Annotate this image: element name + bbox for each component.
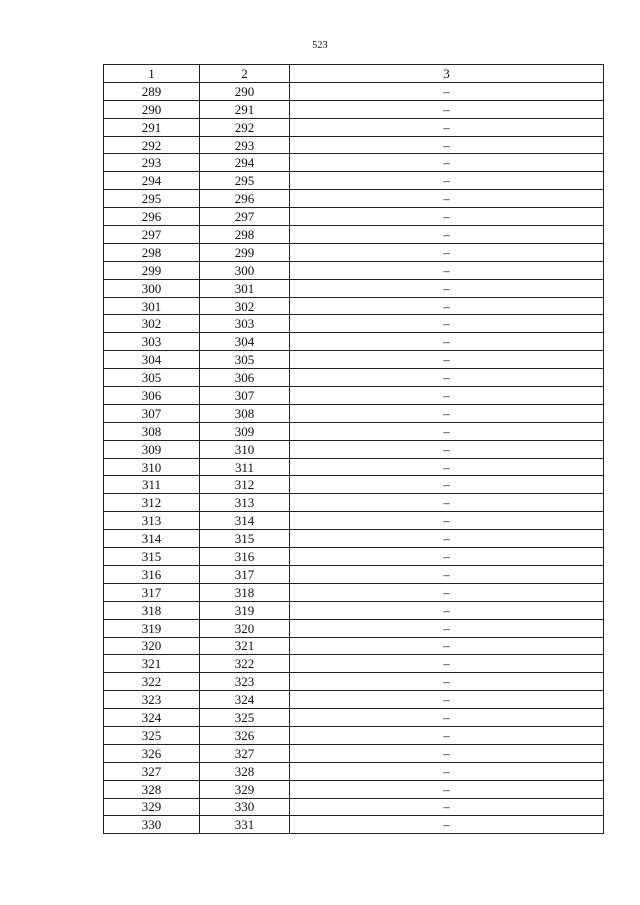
cell-col-3: – bbox=[290, 226, 604, 244]
table-row bbox=[104, 762, 604, 780]
cell-col-2: 312 bbox=[200, 476, 290, 494]
cell-col-1: 304 bbox=[104, 351, 200, 369]
cell-col-2: 302 bbox=[200, 297, 290, 315]
cell-col-2: 309 bbox=[200, 422, 290, 440]
cell-col-1: 308 bbox=[104, 422, 200, 440]
cell-col-1: 300 bbox=[104, 279, 200, 297]
cell-col-3: – bbox=[290, 798, 604, 816]
cell-col-2: 327 bbox=[200, 744, 290, 762]
cell-col-3: – bbox=[290, 709, 604, 727]
cell-col-2: 328 bbox=[200, 762, 290, 780]
table-row bbox=[104, 619, 604, 637]
cell-col-1: 299 bbox=[104, 261, 200, 279]
cell-col-1: 323 bbox=[104, 691, 200, 709]
cell-col-1: 324 bbox=[104, 709, 200, 727]
table-row bbox=[104, 333, 604, 351]
cell-col-3: – bbox=[290, 387, 604, 405]
table-header bbox=[104, 65, 604, 83]
table-row bbox=[104, 243, 604, 261]
cell-col-1: 305 bbox=[104, 369, 200, 387]
cell-col-3: – bbox=[290, 565, 604, 583]
cell-col-2: 310 bbox=[200, 440, 290, 458]
cell-col-2: 298 bbox=[200, 226, 290, 244]
table-row bbox=[104, 691, 604, 709]
cell-col-2: 321 bbox=[200, 637, 290, 655]
cell-col-1: 296 bbox=[104, 208, 200, 226]
cell-col-3: – bbox=[290, 512, 604, 530]
cell-col-3: – bbox=[290, 780, 604, 798]
cell-col-1: 316 bbox=[104, 565, 200, 583]
table-row bbox=[104, 780, 604, 798]
cell-col-2: 326 bbox=[200, 726, 290, 744]
table-row bbox=[104, 208, 604, 226]
cell-col-3: – bbox=[290, 279, 604, 297]
cell-col-2: 303 bbox=[200, 315, 290, 333]
table-row bbox=[104, 422, 604, 440]
cell-col-2: 299 bbox=[200, 243, 290, 261]
cell-col-3: – bbox=[290, 601, 604, 619]
table-row bbox=[104, 637, 604, 655]
column-header-2: 2 bbox=[200, 65, 290, 83]
cell-col-2: 311 bbox=[200, 458, 290, 476]
cell-col-2: 290 bbox=[200, 82, 290, 100]
cell-col-2: 331 bbox=[200, 816, 290, 834]
table-row bbox=[104, 726, 604, 744]
cell-col-1: 317 bbox=[104, 583, 200, 601]
table-row bbox=[104, 404, 604, 422]
cell-col-1: 327 bbox=[104, 762, 200, 780]
cell-col-2: 293 bbox=[200, 136, 290, 154]
cell-col-1: 310 bbox=[104, 458, 200, 476]
cell-col-3: – bbox=[290, 172, 604, 190]
cell-col-3: – bbox=[290, 726, 604, 744]
table-row bbox=[104, 440, 604, 458]
table-row bbox=[104, 369, 604, 387]
table-row bbox=[104, 744, 604, 762]
table-row bbox=[104, 548, 604, 566]
cell-col-3: – bbox=[290, 440, 604, 458]
table-row bbox=[104, 530, 604, 548]
cell-col-2: 295 bbox=[200, 172, 290, 190]
cell-col-3: – bbox=[290, 673, 604, 691]
cell-col-1: 306 bbox=[104, 387, 200, 405]
cell-col-3: – bbox=[290, 315, 604, 333]
cell-col-3: – bbox=[290, 619, 604, 637]
cell-col-3: – bbox=[290, 208, 604, 226]
column-header-3: 3 bbox=[290, 65, 604, 83]
cell-col-1: 325 bbox=[104, 726, 200, 744]
cell-col-2: 292 bbox=[200, 118, 290, 136]
cell-col-2: 329 bbox=[200, 780, 290, 798]
cell-col-3: – bbox=[290, 333, 604, 351]
cell-col-1: 303 bbox=[104, 333, 200, 351]
cell-col-1: 301 bbox=[104, 297, 200, 315]
cell-col-2: 325 bbox=[200, 709, 290, 727]
cell-col-3: – bbox=[290, 476, 604, 494]
cell-col-1: 318 bbox=[104, 601, 200, 619]
cell-col-3: – bbox=[290, 458, 604, 476]
cell-col-1: 290 bbox=[104, 100, 200, 118]
table-row bbox=[104, 458, 604, 476]
cell-col-3: – bbox=[290, 422, 604, 440]
data-table bbox=[103, 64, 604, 834]
cell-col-1: 289 bbox=[104, 82, 200, 100]
table-body bbox=[104, 82, 604, 833]
cell-col-2: 323 bbox=[200, 673, 290, 691]
cell-col-1: 297 bbox=[104, 226, 200, 244]
cell-col-3: – bbox=[290, 261, 604, 279]
table-row bbox=[104, 798, 604, 816]
table-row bbox=[104, 351, 604, 369]
cell-col-2: 301 bbox=[200, 279, 290, 297]
table-row bbox=[104, 118, 604, 136]
cell-col-3: – bbox=[290, 691, 604, 709]
cell-col-2: 305 bbox=[200, 351, 290, 369]
cell-col-1: 302 bbox=[104, 315, 200, 333]
cell-col-2: 314 bbox=[200, 512, 290, 530]
table-row bbox=[104, 494, 604, 512]
table-row bbox=[104, 709, 604, 727]
table-row bbox=[104, 226, 604, 244]
cell-col-2: 307 bbox=[200, 387, 290, 405]
cell-col-1: 326 bbox=[104, 744, 200, 762]
cell-col-2: 315 bbox=[200, 530, 290, 548]
cell-col-1: 311 bbox=[104, 476, 200, 494]
cell-col-2: 308 bbox=[200, 404, 290, 422]
table-row bbox=[104, 315, 604, 333]
cell-col-2: 317 bbox=[200, 565, 290, 583]
cell-col-1: 313 bbox=[104, 512, 200, 530]
cell-col-1: 314 bbox=[104, 530, 200, 548]
cell-col-3: – bbox=[290, 548, 604, 566]
cell-col-1: 315 bbox=[104, 548, 200, 566]
cell-col-1: 321 bbox=[104, 655, 200, 673]
cell-col-3: – bbox=[290, 154, 604, 172]
table-row bbox=[104, 154, 604, 172]
cell-col-3: – bbox=[290, 494, 604, 512]
cell-col-1: 330 bbox=[104, 816, 200, 834]
cell-col-3: – bbox=[290, 82, 604, 100]
cell-col-2: 324 bbox=[200, 691, 290, 709]
table-row bbox=[104, 655, 604, 673]
cell-col-1: 312 bbox=[104, 494, 200, 512]
cell-col-1: 307 bbox=[104, 404, 200, 422]
cell-col-2: 300 bbox=[200, 261, 290, 279]
cell-col-2: 294 bbox=[200, 154, 290, 172]
column-header-1: 1 bbox=[104, 65, 200, 83]
cell-col-2: 304 bbox=[200, 333, 290, 351]
cell-col-2: 322 bbox=[200, 655, 290, 673]
table-row bbox=[104, 297, 604, 315]
cell-col-2: 318 bbox=[200, 583, 290, 601]
table-row bbox=[104, 673, 604, 691]
table-row bbox=[104, 82, 604, 100]
cell-col-2: 319 bbox=[200, 601, 290, 619]
cell-col-1: 309 bbox=[104, 440, 200, 458]
cell-col-3: – bbox=[290, 583, 604, 601]
table-row bbox=[104, 190, 604, 208]
cell-col-3: – bbox=[290, 190, 604, 208]
cell-col-3: – bbox=[290, 100, 604, 118]
table-row bbox=[104, 172, 604, 190]
cell-col-1: 329 bbox=[104, 798, 200, 816]
cell-col-1: 295 bbox=[104, 190, 200, 208]
cell-col-2: 306 bbox=[200, 369, 290, 387]
cell-col-2: 320 bbox=[200, 619, 290, 637]
cell-col-1: 319 bbox=[104, 619, 200, 637]
table-row bbox=[104, 387, 604, 405]
cell-col-2: 297 bbox=[200, 208, 290, 226]
page-number: 523 bbox=[312, 40, 328, 51]
header-row bbox=[104, 65, 604, 83]
cell-col-3: – bbox=[290, 369, 604, 387]
cell-col-3: – bbox=[290, 404, 604, 422]
cell-col-1: 293 bbox=[104, 154, 200, 172]
cell-col-3: – bbox=[290, 744, 604, 762]
cell-col-3: – bbox=[290, 530, 604, 548]
cell-col-1: 328 bbox=[104, 780, 200, 798]
table-row bbox=[104, 100, 604, 118]
cell-col-1: 322 bbox=[104, 673, 200, 691]
cell-col-3: – bbox=[290, 655, 604, 673]
cell-col-1: 320 bbox=[104, 637, 200, 655]
cell-col-2: 330 bbox=[200, 798, 290, 816]
cell-col-3: – bbox=[290, 243, 604, 261]
cell-col-3: – bbox=[290, 136, 604, 154]
table-row bbox=[104, 565, 604, 583]
table-row bbox=[104, 279, 604, 297]
cell-col-2: 316 bbox=[200, 548, 290, 566]
cell-col-3: – bbox=[290, 118, 604, 136]
table-row bbox=[104, 601, 604, 619]
cell-col-3: – bbox=[290, 637, 604, 655]
cell-col-3: – bbox=[290, 816, 604, 834]
cell-col-3: – bbox=[290, 297, 604, 315]
cell-col-1: 298 bbox=[104, 243, 200, 261]
cell-col-2: 291 bbox=[200, 100, 290, 118]
cell-col-3: – bbox=[290, 762, 604, 780]
table-row bbox=[104, 261, 604, 279]
cell-col-2: 296 bbox=[200, 190, 290, 208]
cell-col-1: 292 bbox=[104, 136, 200, 154]
cell-col-3: – bbox=[290, 351, 604, 369]
cell-col-1: 294 bbox=[104, 172, 200, 190]
cell-col-1: 291 bbox=[104, 118, 200, 136]
table-row bbox=[104, 136, 604, 154]
cell-col-2: 313 bbox=[200, 494, 290, 512]
table-row bbox=[104, 816, 604, 834]
table-row bbox=[104, 583, 604, 601]
table-row bbox=[104, 476, 604, 494]
table-row bbox=[104, 512, 604, 530]
